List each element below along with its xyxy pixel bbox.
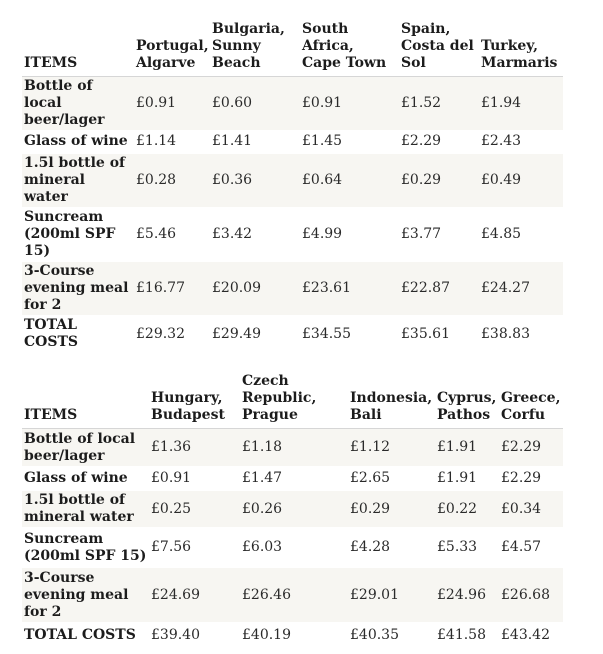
table-row (22, 491, 563, 528)
price-cell: £0.26 (240, 491, 348, 528)
row-label: 1.5l bottle of mineral water (22, 491, 149, 528)
table-row (22, 130, 563, 153)
price-cell: £0.91 (300, 76, 399, 130)
row-label: 1.5l bottle of mineral water (22, 153, 134, 207)
price-cell: £1.14 (136, 133, 177, 149)
price-cell: £22.87 (399, 261, 479, 315)
price-cell: £0.64 (300, 153, 399, 207)
price-cell: £34.55 (302, 325, 351, 342)
column-header-country: Cyprus, Pathos (435, 372, 499, 429)
price-cell: £0.60 (210, 76, 300, 130)
column-header-country: Greece, Corfu (499, 372, 563, 429)
price-cell: £0.91 (151, 470, 192, 486)
price-cell: £4.28 (350, 539, 391, 555)
table-row (22, 261, 563, 315)
row-label: Bottle of local beer/lager (22, 429, 149, 467)
total-row (22, 315, 563, 353)
price-cell: £2.29 (401, 133, 442, 149)
price-cell: £1.94 (479, 76, 563, 130)
price-cell: £23.61 (300, 261, 399, 315)
price-cell: £5.46 (136, 225, 177, 242)
price-cell: £1.47 (242, 470, 283, 486)
price-cell: £29.32 (136, 325, 185, 342)
row-label: 3-Course evening meal for 2 (22, 261, 134, 315)
price-cell: £29.49 (212, 325, 261, 342)
cost-table-1 (22, 18, 563, 354)
price-cell: £41.58 (437, 627, 486, 643)
price-cell: £1.18 (240, 429, 348, 467)
price-cell: £24.69 (149, 568, 240, 623)
row-label: TOTAL COSTS (24, 317, 78, 350)
table-row (22, 568, 563, 623)
price-cell: £1.41 (212, 133, 253, 149)
column-header-country: South Africa, Cape Town (300, 18, 399, 76)
price-cell: £2.29 (501, 470, 542, 486)
column-header-country: Turkey, Marmaris (479, 18, 563, 76)
price-cell: £26.68 (499, 568, 563, 623)
price-cell: £16.77 (134, 261, 210, 315)
price-cell: £1.52 (399, 76, 479, 130)
price-cell: £3.42 (212, 225, 253, 242)
row-label: Bottle of local beer/lager (22, 76, 134, 130)
price-cell: £2.65 (350, 470, 391, 486)
price-cell: £0.36 (210, 153, 300, 207)
price-cell: £3.77 (401, 225, 442, 242)
price-cell: £24.27 (479, 261, 563, 315)
table-header-row (22, 372, 563, 429)
price-cell: £0.28 (134, 153, 210, 207)
table-row (22, 528, 563, 568)
price-cell: £6.03 (242, 539, 283, 555)
column-header-country: Portugal, Algarve (134, 18, 210, 76)
price-cell: £43.42 (501, 627, 550, 643)
price-cell: £4.57 (501, 539, 542, 555)
price-cell: £2.43 (481, 133, 522, 149)
cost-table-2 (22, 372, 563, 649)
price-cell: £38.83 (481, 325, 530, 342)
price-cell: £40.35 (350, 627, 399, 643)
table-row (22, 429, 563, 467)
column-header-country: Spain, Costa del Sol (399, 18, 479, 76)
table-row (22, 207, 563, 261)
row-label: Glass of wine (24, 470, 128, 486)
price-cell: £0.25 (149, 491, 240, 528)
price-cell: £1.45 (302, 133, 343, 149)
price-cell: £24.96 (435, 568, 499, 623)
table-row (22, 153, 563, 207)
price-cell: £0.29 (348, 491, 435, 528)
price-cell: £7.56 (151, 539, 192, 555)
price-cell: £5.33 (437, 539, 478, 555)
price-cell: £4.85 (481, 225, 522, 242)
column-header-items: ITEMS (22, 18, 134, 76)
row-label: Glass of wine (24, 133, 128, 149)
price-cell: £29.01 (348, 568, 435, 623)
price-cell: £40.19 (242, 627, 291, 643)
table-row (22, 76, 563, 130)
column-header-country: Bulgaria, Sunny Beach (210, 18, 300, 76)
table-row (22, 467, 563, 491)
price-cell: £20.09 (210, 261, 300, 315)
price-cell: £1.12 (348, 429, 435, 467)
table-header-row (22, 18, 563, 76)
price-cell: £0.91 (134, 76, 210, 130)
row-label: 3-Course evening meal for 2 (22, 568, 149, 623)
column-header-country: Indonesia, Bali (348, 372, 435, 429)
price-cell: £1.36 (149, 429, 240, 467)
column-header-items: ITEMS (22, 372, 149, 429)
price-cell: £26.46 (240, 568, 348, 623)
row-label: TOTAL COSTS (24, 627, 136, 643)
price-cell: £4.99 (302, 225, 343, 242)
price-cell: £35.61 (401, 325, 450, 342)
total-row (22, 623, 563, 649)
price-cell: £1.91 (435, 429, 499, 467)
price-cell: £0.29 (399, 153, 479, 207)
row-label: Suncream (200ml SPF 15) (24, 530, 147, 564)
price-cell: £39.40 (151, 627, 200, 643)
price-cell: £0.22 (435, 491, 499, 528)
price-cell: £2.29 (499, 429, 563, 467)
row-label: Suncream (200ml SPF 15) (24, 208, 116, 259)
price-cell: £0.34 (499, 491, 563, 528)
column-header-country: Hungary, Budapest (149, 372, 240, 429)
column-header-country: Czech Republic, Prague (240, 372, 348, 429)
price-cell: £1.91 (437, 470, 478, 486)
price-cell: £0.49 (479, 153, 563, 207)
